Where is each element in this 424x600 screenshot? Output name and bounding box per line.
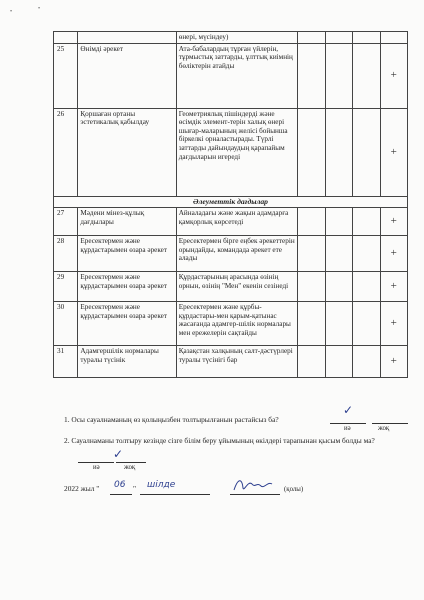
handwritten-mark: +	[380, 108, 407, 196]
skill-description: Құрдастарының арасында өзінің орнын, өзінің "Мен" екенін сезінеді	[176, 272, 298, 302]
section-header	[54, 196, 408, 208]
question-1: 1. Осы сауалнаманың өз қолыңызбен толтырылғанын растайсыз ба?	[64, 415, 279, 424]
row-number: 26	[54, 108, 78, 196]
table-row	[54, 208, 408, 236]
skill-area: Қоршаған ортаны эстетикалық қабылдау	[78, 108, 176, 196]
signature-icon	[230, 476, 276, 496]
table-cell: өнері, мүсіндеу)	[176, 32, 298, 44]
row-number: 29	[54, 272, 78, 302]
question-2: 2. Сауалнаманы толтыру кезінде сізге білім беру ұйымының өкілдері тарапынан қысым болды ма?	[64, 436, 375, 445]
assessment-table	[53, 31, 408, 378]
answer-line-no	[116, 462, 146, 463]
skill-area: Ересектермен және құрдастарымен өзара әрекет	[78, 302, 176, 346]
handwritten-mark: +	[380, 43, 407, 108]
row-number: 27	[54, 208, 78, 236]
table-row	[54, 43, 408, 108]
date-month-line	[140, 494, 210, 495]
skill-area: Ересектермен және құрдастарымен өзара әрекет	[78, 272, 176, 302]
date-month: шілде	[147, 480, 176, 490]
handwritten-mark: +	[380, 236, 407, 272]
table-row	[54, 272, 408, 302]
scan-dot: •	[38, 6, 41, 12]
handwritten-mark: +	[380, 302, 407, 346]
check-mark-icon: ✓	[343, 403, 354, 417]
skill-area: Мәдени мінез-құлық дағдылары	[78, 208, 176, 236]
handwritten-mark: +	[380, 208, 407, 236]
handwritten-mark: +	[380, 272, 407, 302]
questionnaire-page: • • өнері, мүсіндеу) 25 Өнімді әрекет Ата-бабалардың тұрған үйлерін, тұрмыстық заттарды, ұлттық киімнің бөліктерін атайды + 26 Қоршаған ортаны эстетикалық қабылдау Геометриялық пішіндерді және өсімдік элемент-терін халық өнері шығар-маларының желісі бойынша біркелкі орналастырады. Түрлі заттарды дайындаудың қарапайым дағдыларын игереді + Әлеуметтік дағдылар 27 Мәдени мінез-құлық дағдылары Айналадағы және жақын адамдарға қамқорлық көрсетеді + 28 Ересектермен және құрдастарымен өзара әрекет Ересектермен бірге еңбек әрекеттерін орындайды, командада әрекет ете алады + 29 Ересектермен және құрдастарымен өзара әрекет Құрдастарының арасында өзінің орнын, өзінің "Мен" екенін сезінеді + 30 Ересектермен және құрдастарымен өзара әрекет Ересектермен және құрбы-құрдастары-мен қарым-қатынас жасағанда адамгер-шілік нормалары мен ережелерін сақтайды + 31 Адамгершілік нормалары туралы түсінік Қазақстан халқының салт-дәстүрлері туралы түсінігі бар + 1. Осы сауалнаманың өз қолыңызбен толтырылғанын растайсыз ба? ✓ иә жоқ 2. Сауалнаманы толтыру кезінде сізге білім беру ұйымының өкілдері тарапынан қысым болды ма? ✓ иә жоқ 2022 жыл " 06 " шілде (қолы)	[0, 0, 424, 600]
row-number: 31	[54, 346, 78, 378]
answer-line-yes	[330, 423, 366, 424]
answer-yes-label: иә	[93, 464, 100, 471]
skill-area: Өнімді әрекет	[78, 43, 176, 108]
date-day: 06	[114, 480, 126, 490]
answer-no-label: жоқ	[378, 425, 390, 432]
skill-description: Қазақстан халқының салт-дәстүрлері туралы түсінігі бар	[176, 346, 298, 378]
answer-line-yes	[78, 462, 114, 463]
skill-description: Ата-бабалардың тұрған үйлерін, тұрмыстық заттарды, ұлттық киімнің бөліктерін атайды	[176, 43, 298, 108]
answer-line-no	[372, 423, 408, 424]
check-mark-icon: ✓	[113, 447, 124, 461]
table-row	[54, 32, 408, 44]
table-row	[54, 108, 408, 196]
skill-area: Ересектермен және құрдастарымен өзара әрекет	[78, 236, 176, 272]
row-number: 25	[54, 43, 78, 108]
skill-description: Ересектермен және құрбы-құрдастары-мен қарым-қатынас жасағанда адамгер-шілік нормалары мен ережелерін сақтайды	[176, 302, 298, 346]
table-row	[54, 302, 408, 346]
answer-no-label: жоқ	[124, 464, 136, 471]
row-number: 30	[54, 302, 78, 346]
table-row	[54, 346, 408, 378]
signature-label: (қолы)	[284, 486, 304, 493]
date-prefix: 2022 жыл "	[64, 484, 100, 493]
skill-description: Ересектермен бірге еңбек әрекеттерін орындайды, командада әрекет ете алады	[176, 236, 298, 272]
signature-line	[230, 494, 280, 495]
row-number: 28	[54, 236, 78, 272]
scan-dot: •	[10, 9, 13, 15]
skill-description: Айналадағы және жақын адамдарға қамқорлық көрсетеді	[176, 208, 298, 236]
answer-yes-label: иә	[344, 425, 351, 432]
date-day-line	[110, 494, 132, 495]
skill-description: Геометриялық пішіндерді және өсімдік элемент-терін халық өнері шығар-маларының желісі бойынша біркелкі орналастырады. Түрлі заттарды дайындаудың қарапайым дағдыларын игереді	[176, 108, 298, 196]
skill-area: Адамгершілік нормалары туралы түсінік	[78, 346, 176, 378]
section-title: Әлеуметтік дағдылар	[54, 196, 408, 208]
handwritten-mark: +	[380, 346, 407, 378]
table-row	[54, 236, 408, 272]
